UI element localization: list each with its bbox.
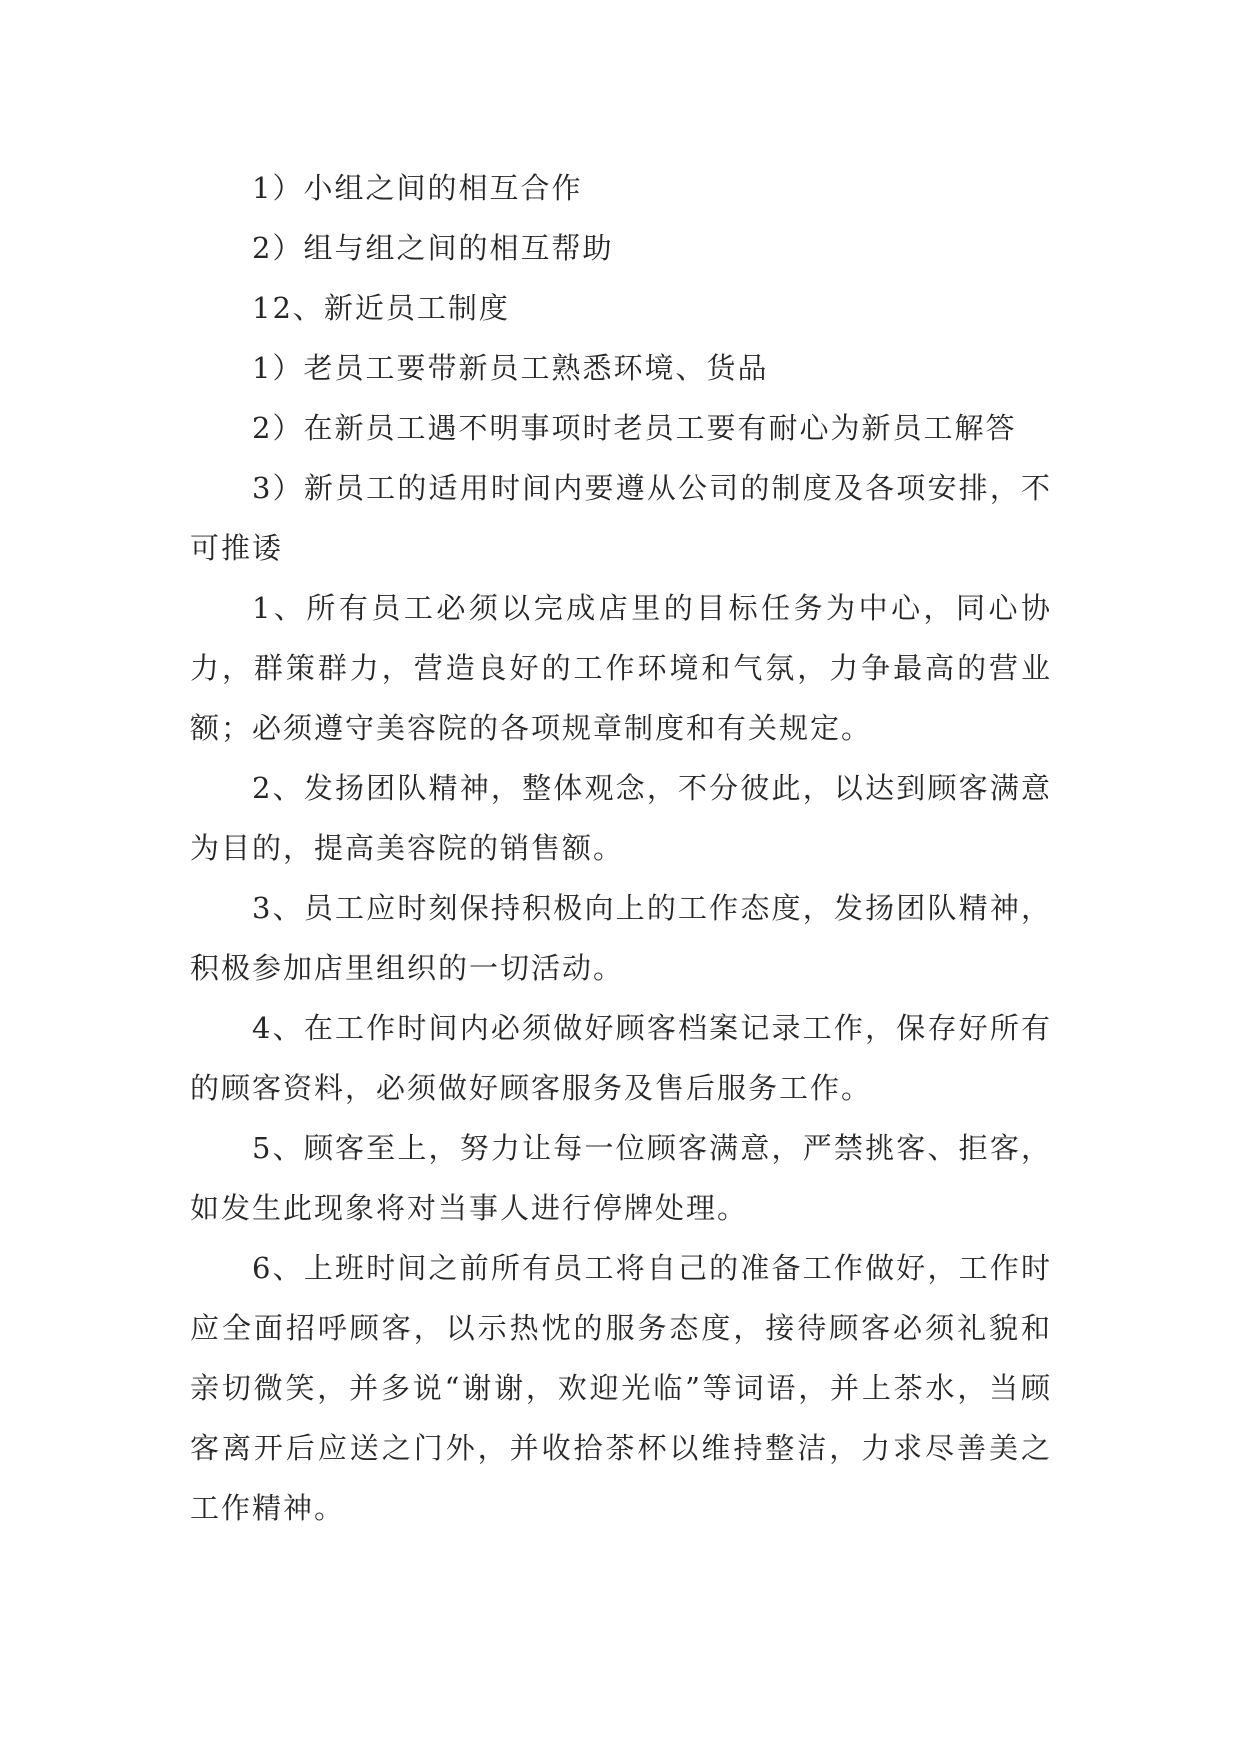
paragraph: 3）新员工的适用时间内要遵从公司的制度及各项安排，不可推诿: [190, 471, 1052, 565]
paragraph: 1、所有员工必须以完成店里的目标任务为中心，同心协力，群策群力，营造良好的工作环境和气氛，力争最高的营业额；必须遵守美容院的各项规章制度和有关规定。: [190, 591, 1052, 745]
paragraph: 2、发扬团队精神，整体观念，不分彼此，以达到顾客满意为目的，提高美容院的销售额。: [190, 771, 1052, 865]
paragraph: 4、在工作时间内必须做好顾客档案记录工作，保存好所有的顾客资料，必须做好顾客服务及售后服务工作。: [190, 1011, 1052, 1105]
paragraph: 2）组与组之间的相互帮助: [252, 231, 614, 265]
paragraph: 1）小组之间的相互合作: [252, 171, 583, 205]
paragraph: 6、上班时间之前所有员工将自己的准备工作做好，工作时应全面招呼顾客，以示热忱的服务态度，接待顾客必须礼貌和亲切微笑，并多说“谢谢，欢迎光临”等词语，并上茶水，当顾客离开后应送之门外，并收拾茶杯以维持整洁，力求尽善美之工作精神。: [190, 1251, 1052, 1525]
paragraph: 3、员工应时刻保持积极向上的工作态度，发扬团队精神，积极参加店里组织的一切活动。: [190, 891, 1052, 985]
paragraph: 2）在新员工遇不明事项时老员工要有耐心为新员工解答: [252, 411, 1017, 445]
section-heading: 12、新近员工制度: [252, 291, 510, 325]
paragraph: 5、顾客至上，努力让每一位顾客满意，严禁挑客、拒客，如发生此现象将对当事人进行停牌处理。: [190, 1131, 1052, 1225]
document-body: [190, 158, 1052, 1538]
paragraph: 1）老员工要带新员工熟悉环境、货品: [252, 351, 769, 385]
